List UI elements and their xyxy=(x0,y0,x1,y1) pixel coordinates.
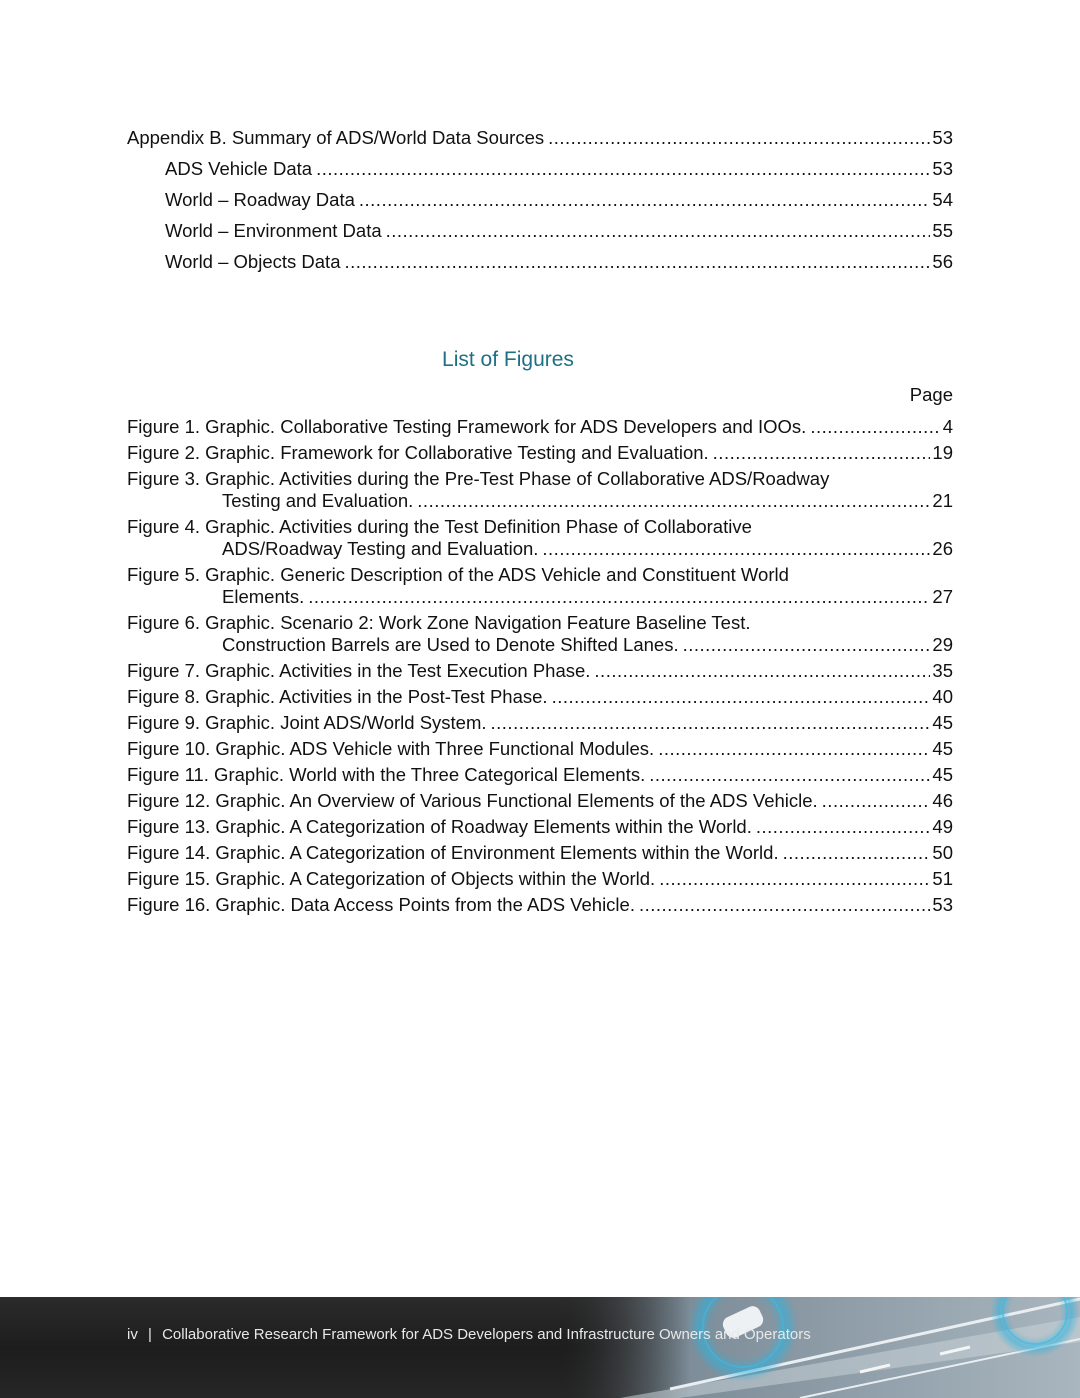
figure-entry-page: 19 xyxy=(932,442,953,463)
dot-leader xyxy=(308,586,930,608)
dot-leader xyxy=(548,126,930,150)
figure-entry[interactable] xyxy=(127,764,953,786)
dot-leader xyxy=(756,816,931,838)
dot-leader xyxy=(386,219,931,243)
figure-entry-title: Figure 10. Graphic. ADS Vehicle with Three Functional Modules. xyxy=(127,738,655,759)
figure-entry[interactable] xyxy=(127,868,953,890)
dot-leader xyxy=(417,490,930,512)
dot-leader xyxy=(822,790,931,812)
dot-leader xyxy=(594,660,930,682)
dot-leader xyxy=(649,764,930,786)
figure-entry-page: 53 xyxy=(932,894,953,915)
figure-entry-page: 45 xyxy=(932,712,953,733)
figure-entry-title: Figure 4. Graphic. Activities during the Test Definition Phase of Collaborative xyxy=(127,516,752,537)
figure-entry-title-continued: Testing and Evaluation. xyxy=(222,490,414,511)
dot-leader xyxy=(542,538,930,560)
toc-entry[interactable] xyxy=(127,219,953,250)
figure-entry[interactable] xyxy=(127,468,953,512)
dot-leader xyxy=(316,157,930,181)
dot-leader xyxy=(491,712,931,734)
figure-entry-title: Figure 1. Graphic. Collaborative Testing Framework for ADS Developers and IOOs. xyxy=(127,416,807,437)
figure-entry-page: 26 xyxy=(932,538,953,559)
figure-entry-title: Figure 7. Graphic. Activities in the Test Execution Phase. xyxy=(127,660,591,681)
toc-entry-title: Appendix B. Summary of ADS/World Data Sources xyxy=(127,127,545,148)
dot-leader xyxy=(658,738,930,760)
figure-entry[interactable] xyxy=(127,416,953,438)
figure-entry[interactable] xyxy=(127,564,953,608)
footer-page-number: iv xyxy=(127,1326,138,1343)
toc-entry[interactable] xyxy=(127,188,953,219)
footer-document-title: Collaborative Research Framework for ADS Developers and Infrastructure Owners and Operators xyxy=(162,1326,811,1343)
footer-text xyxy=(127,1326,811,1343)
figure-entry[interactable] xyxy=(127,790,953,812)
figure-entry-page: 49 xyxy=(932,816,953,837)
figure-entry[interactable] xyxy=(127,660,953,682)
figure-entry-page: 46 xyxy=(932,790,953,811)
figure-entry-title: Figure 12. Graphic. An Overview of Various Functional Elements of the ADS Vehicle. xyxy=(127,790,818,811)
figure-entry-page: 4 xyxy=(942,416,953,437)
figure-entry[interactable] xyxy=(127,442,953,464)
footer-separator: | xyxy=(148,1326,152,1343)
figure-entry-title: Figure 8. Graphic. Activities in the Post-Test Phase. xyxy=(127,686,548,707)
figure-entry-title-continued: Elements. xyxy=(222,586,305,607)
toc-entry[interactable] xyxy=(127,126,953,157)
toc-entry-page: 55 xyxy=(932,220,953,241)
figure-entry-page: 35 xyxy=(932,660,953,681)
toc-entry-title: World – Environment Data xyxy=(165,220,382,241)
toc-entry[interactable] xyxy=(127,157,953,188)
toc-entry-page: 53 xyxy=(932,127,953,148)
figure-entry[interactable] xyxy=(127,738,953,760)
figure-entry-title: Figure 6. Graphic. Scenario 2: Work Zone Navigation Feature Baseline Test. xyxy=(127,612,751,633)
figure-entry-page: 27 xyxy=(932,586,953,607)
dot-leader xyxy=(344,250,930,274)
dot-leader xyxy=(639,894,930,916)
list-of-figures-title: List of Figures xyxy=(442,348,574,371)
toc-section xyxy=(127,126,953,281)
figure-entry-title: Figure 11. Graphic. World with the Three Categorical Elements. xyxy=(127,764,646,785)
dot-leader xyxy=(359,188,931,212)
figure-entry-page: 51 xyxy=(932,868,953,889)
figure-entry[interactable] xyxy=(127,712,953,734)
figure-entry[interactable] xyxy=(127,894,953,916)
figure-entry-page: 40 xyxy=(932,686,953,707)
figure-entry-page: 45 xyxy=(932,764,953,785)
figure-entry-title: Figure 13. Graphic. A Categorization of Roadway Elements within the World. xyxy=(127,816,752,837)
dot-leader xyxy=(659,868,930,890)
figure-entry[interactable] xyxy=(127,842,953,864)
figure-entry[interactable] xyxy=(127,816,953,838)
figure-entry-title: Figure 16. Graphic. Data Access Points from the ADS Vehicle. xyxy=(127,894,635,915)
dot-leader xyxy=(713,442,931,464)
road-image xyxy=(560,1297,1080,1398)
figure-entry-page: 45 xyxy=(932,738,953,759)
figure-entry[interactable] xyxy=(127,686,953,708)
toc-entry-page: 56 xyxy=(932,251,953,272)
toc-entry-title: World – Objects Data xyxy=(165,251,341,272)
toc-entry-page: 53 xyxy=(932,158,953,179)
figure-entry-title: Figure 5. Graphic. Generic Description of the ADS Vehicle and Constituent World xyxy=(127,564,789,585)
figure-entry-title: Figure 9. Graphic. Joint ADS/World System. xyxy=(127,712,487,733)
toc-entry[interactable] xyxy=(127,250,953,281)
dot-leader xyxy=(783,842,931,864)
dot-leader xyxy=(810,416,940,438)
figure-entry-title: Figure 15. Graphic. A Categorization of Objects within the World. xyxy=(127,868,656,889)
figure-entry-title: Figure 2. Graphic. Framework for Collaborative Testing and Evaluation. xyxy=(127,442,709,463)
figure-entry-page: 29 xyxy=(932,634,953,655)
figure-entry[interactable] xyxy=(127,612,953,656)
figure-entry-title: Figure 14. Graphic. A Categorization of Environment Elements within the World. xyxy=(127,842,779,863)
figure-entry-title-continued: Construction Barrels are Used to Denote Shifted Lanes. xyxy=(222,634,679,655)
page-column-header: Page xyxy=(909,384,953,405)
figure-entry-page: 21 xyxy=(932,490,953,511)
figure-entry-title-continued: ADS/Roadway Testing and Evaluation. xyxy=(222,538,539,559)
toc-entry-title: ADS Vehicle Data xyxy=(165,158,313,179)
figure-entry-title: Figure 3. Graphic. Activities during the Pre-Test Phase of Collaborative ADS/Roadway xyxy=(127,468,830,489)
toc-entry-page: 54 xyxy=(932,189,953,210)
figure-entry-page: 50 xyxy=(932,842,953,863)
dot-leader xyxy=(683,634,931,656)
figure-entry[interactable] xyxy=(127,516,953,560)
list-of-figures xyxy=(127,416,953,920)
toc-entry-title: World – Roadway Data xyxy=(165,189,355,210)
dot-leader xyxy=(552,686,931,708)
page-footer xyxy=(0,1297,1080,1398)
